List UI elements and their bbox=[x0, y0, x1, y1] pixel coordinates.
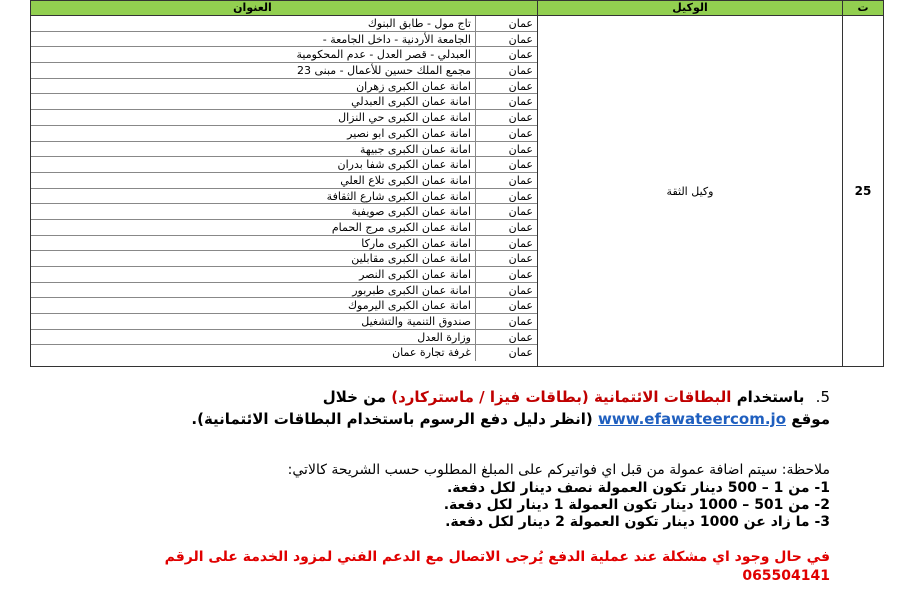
place-cell: امانة عمان الكبرى طبربور bbox=[352, 283, 471, 297]
row-number: 25 bbox=[854, 184, 872, 198]
place-cell: امانة عمان الكبرى صويفية bbox=[351, 205, 471, 219]
city-cell: عمان bbox=[475, 110, 537, 125]
place-cell: امانة عمان الكبرى ماركا bbox=[361, 236, 471, 250]
table-row bbox=[31, 314, 537, 330]
website-line bbox=[191, 410, 830, 428]
agent-column bbox=[537, 1, 842, 366]
website-prefix: موقع bbox=[791, 410, 830, 428]
city-cell: عمان bbox=[475, 16, 537, 31]
address-header bbox=[31, 1, 537, 16]
item-number: 5. bbox=[815, 388, 830, 406]
agent-header: الوكيل bbox=[538, 1, 842, 16]
table-row bbox=[31, 32, 537, 48]
city-cell: عمان bbox=[475, 267, 537, 282]
table-row bbox=[31, 298, 537, 314]
agent-name: وكيل الثقة bbox=[666, 184, 714, 198]
place-cell: امانة عمان الكبرى العبدلي bbox=[351, 95, 471, 109]
city-cell: عمان bbox=[475, 126, 537, 141]
place-cell: امانة عمان الكبرى مقابلين bbox=[351, 252, 471, 266]
table-row bbox=[31, 63, 537, 79]
place-cell: امانة عمان الكبرى النصر bbox=[359, 268, 471, 281]
city-cell: عمان bbox=[475, 157, 537, 172]
number-header: ت bbox=[843, 1, 883, 16]
place-cell: امانة عمان الكبرى شارع الثقافة bbox=[326, 189, 471, 203]
table-row bbox=[31, 79, 537, 95]
address-column bbox=[31, 1, 537, 366]
city-cell: عمان bbox=[475, 142, 537, 157]
city-cell: عمان bbox=[475, 220, 537, 235]
table-row bbox=[31, 251, 537, 267]
city-cell: عمان bbox=[475, 345, 537, 361]
place-cell: امانة عمان الكبرى اليرموك bbox=[347, 299, 471, 313]
table-row bbox=[31, 189, 537, 205]
city-cell: عمان bbox=[475, 251, 537, 266]
table-row bbox=[31, 220, 537, 236]
city-cell: عمان bbox=[475, 63, 537, 78]
place-cell: الجامعة الأردنية - داخل الجامعة - bbox=[322, 32, 471, 46]
table-row bbox=[31, 110, 537, 126]
place-cell: امانة عمان الكبرى تلاع العلي bbox=[340, 173, 471, 187]
place-cell: امانة عمان الكبرى جبيهة bbox=[360, 142, 471, 156]
city-cell: عمان bbox=[475, 314, 537, 329]
city-cell: عمان bbox=[475, 236, 537, 251]
fee-tier-2: 2- من 501 – 1000 دينار تكون العمولة 1 دينار لكل دفعة. bbox=[443, 497, 830, 513]
place-cell: امانة عمان الكبرى زهران bbox=[356, 79, 471, 93]
place-cell: امانة عمان الكبرى مرج الحمام bbox=[331, 220, 471, 234]
item5-red-text: البطاقات الائتمانية (بطاقات فيزا / ماستركارد) bbox=[391, 388, 732, 406]
city-cell: عمان bbox=[475, 173, 537, 188]
support-message: في حال وجود اي مشكلة عند عملية الدفع يُرجى الاتصال مع الدعم الفني لمزود الخدمة على الرقم bbox=[164, 549, 830, 565]
note-heading: ملاحظة: سيتم اضافة عمولة من قبل اي فواتيركم على المبلغ المطلوب حسب الشريحة كالاتي: bbox=[287, 462, 830, 478]
support-phone: 065504141 bbox=[742, 568, 830, 584]
table-row bbox=[31, 267, 537, 283]
table-row bbox=[31, 126, 537, 142]
item5-text-before: باستخدام bbox=[736, 388, 805, 406]
city-cell: عمان bbox=[475, 189, 537, 204]
table-row bbox=[31, 330, 537, 346]
payment-method-5 bbox=[323, 388, 830, 406]
place-cell: تاج مول - طابق البنوك bbox=[367, 17, 471, 30]
place-cell: صندوق التنمية والتشغيل bbox=[361, 315, 471, 329]
table-row bbox=[31, 173, 537, 189]
place-cell: وزارة العدل bbox=[417, 330, 471, 344]
item5-text-after: من خلال bbox=[322, 388, 386, 406]
place-cell: امانة عمان الكبرى حي النزال bbox=[338, 111, 471, 125]
city-cell: عمان bbox=[475, 79, 537, 94]
city-cell: عمان bbox=[475, 298, 537, 313]
fee-tier-1: 1- من 1 – 500 دينار تكون العمولة نصف دينار لكل دفعة. bbox=[446, 480, 830, 496]
table-row bbox=[31, 94, 537, 110]
table-row bbox=[31, 236, 537, 252]
place-cell: العبدلي - قصر العدل - عدم المحكومية bbox=[296, 48, 471, 62]
place-cell: امانة عمان الكبرى شفا بدران bbox=[337, 158, 471, 172]
city-cell: عمان bbox=[475, 94, 537, 109]
city-cell: عمان bbox=[475, 32, 537, 47]
efawateercom-link[interactable]: www.efawateercom.jo bbox=[598, 410, 786, 428]
website-suffix: (انظر دليل دفع الرسوم باستخدام البطاقات الائتمانية). bbox=[191, 410, 593, 428]
address-rows bbox=[31, 16, 537, 361]
table-row bbox=[31, 16, 537, 32]
address-header-label: العنوان bbox=[233, 1, 272, 14]
table-row bbox=[31, 142, 537, 158]
city-cell: عمان bbox=[475, 47, 537, 62]
city-cell: عمان bbox=[475, 204, 537, 219]
table-row bbox=[31, 345, 537, 361]
agents-table bbox=[30, 0, 884, 367]
city-cell: عمان bbox=[475, 283, 537, 298]
table-row bbox=[31, 157, 537, 173]
table-row bbox=[31, 283, 537, 299]
table-row bbox=[31, 204, 537, 220]
place-cell: امانة عمان الكبرى ابو نصير bbox=[347, 126, 471, 140]
city-cell: عمان bbox=[475, 330, 537, 345]
number-column bbox=[842, 1, 883, 366]
place-cell: غرفة تجارة عمان bbox=[392, 346, 471, 360]
place-cell: مجمع الملك حسين للأعمال - مبنى 23 bbox=[296, 64, 471, 78]
fee-tier-3: 3- ما زاد عن 1000 دينار تكون العمولة 2 دينار لكل دفعة. bbox=[445, 514, 830, 530]
table-row bbox=[31, 47, 537, 63]
